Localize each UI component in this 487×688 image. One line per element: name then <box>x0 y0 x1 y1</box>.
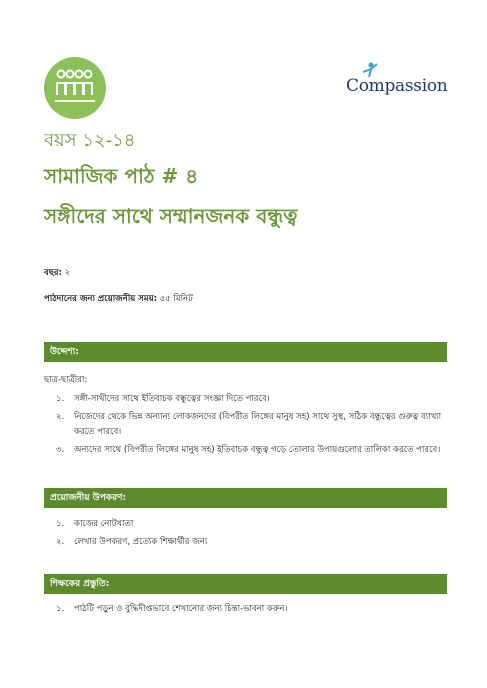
list-item: ১. সঙ্গী-সাথীদের সাথে ইতিবাচক বন্ধুত্বের সংজ্ঞা দিতে পারবে। <box>56 394 270 404</box>
list-item: ২. লেখার উপকরণ, প্রত্যেক শিক্ষার্থীর জন্য <box>56 537 208 547</box>
compassion-logo <box>346 62 446 102</box>
time-label: পাঠদানের জন্য প্রয়োজনীয় সময়: <box>44 294 157 304</box>
age-range: বয়স ১২-১৪ <box>44 130 136 151</box>
people-group-icon <box>44 57 106 119</box>
brand-name: Compassion <box>346 76 448 96</box>
year-value: ২ <box>64 268 71 278</box>
year-label: বছর: <box>44 268 62 278</box>
preparation-list <box>56 602 448 620</box>
lesson-title: সামাজিক পাঠ # ৪ <box>44 164 199 188</box>
list-item: ২. নিজেদের থেকে ভিন্ন অন্যান্য লোকজনদের (বিপরীত লিঙ্গের মানুষ সহ) সাথে সুস্থ, সঠিক বন্ধুত্বের গুরুত্ব ব্যাখ্যা করতে পারবে। <box>56 412 442 437</box>
list-item: ৩. অন্যদের সাথে (বিপরীত লিঙ্গের মানুষ সহ) ইতিবাচক বন্ধুত্ব গড়ে তোলার উপায়গুলোর তালিকা করতে পারবে। <box>56 445 441 455</box>
objectives-intro: ছাত্র-ছাত্রীরা: <box>44 375 88 385</box>
list-item: ১. পাঠটি পড়ুন ও বুদ্ধিদীপ্তভাবে শেখানোর জন্য চিন্তা-ভাবনা করুন। <box>56 604 288 614</box>
time-line <box>44 292 193 306</box>
materials-heading: প্রয়োজনীয় উপকরণ: <box>44 488 447 508</box>
lesson-subtitle: সঙ্গীদের সাথে সম্মানজনক বন্ধুত্ব <box>44 204 298 228</box>
objectives-heading: উদ্দেশ্য: <box>44 342 447 362</box>
time-value: ৫৫ মিনিট <box>159 294 193 304</box>
preparation-heading: শিক্ষকের প্রস্তুতি: <box>44 574 447 594</box>
logo-badge <box>44 57 106 119</box>
list-item: ১. কাজের নোটখাতা <box>56 519 134 529</box>
objectives-list <box>56 392 448 461</box>
materials-list <box>56 517 448 553</box>
year-line <box>44 266 70 280</box>
